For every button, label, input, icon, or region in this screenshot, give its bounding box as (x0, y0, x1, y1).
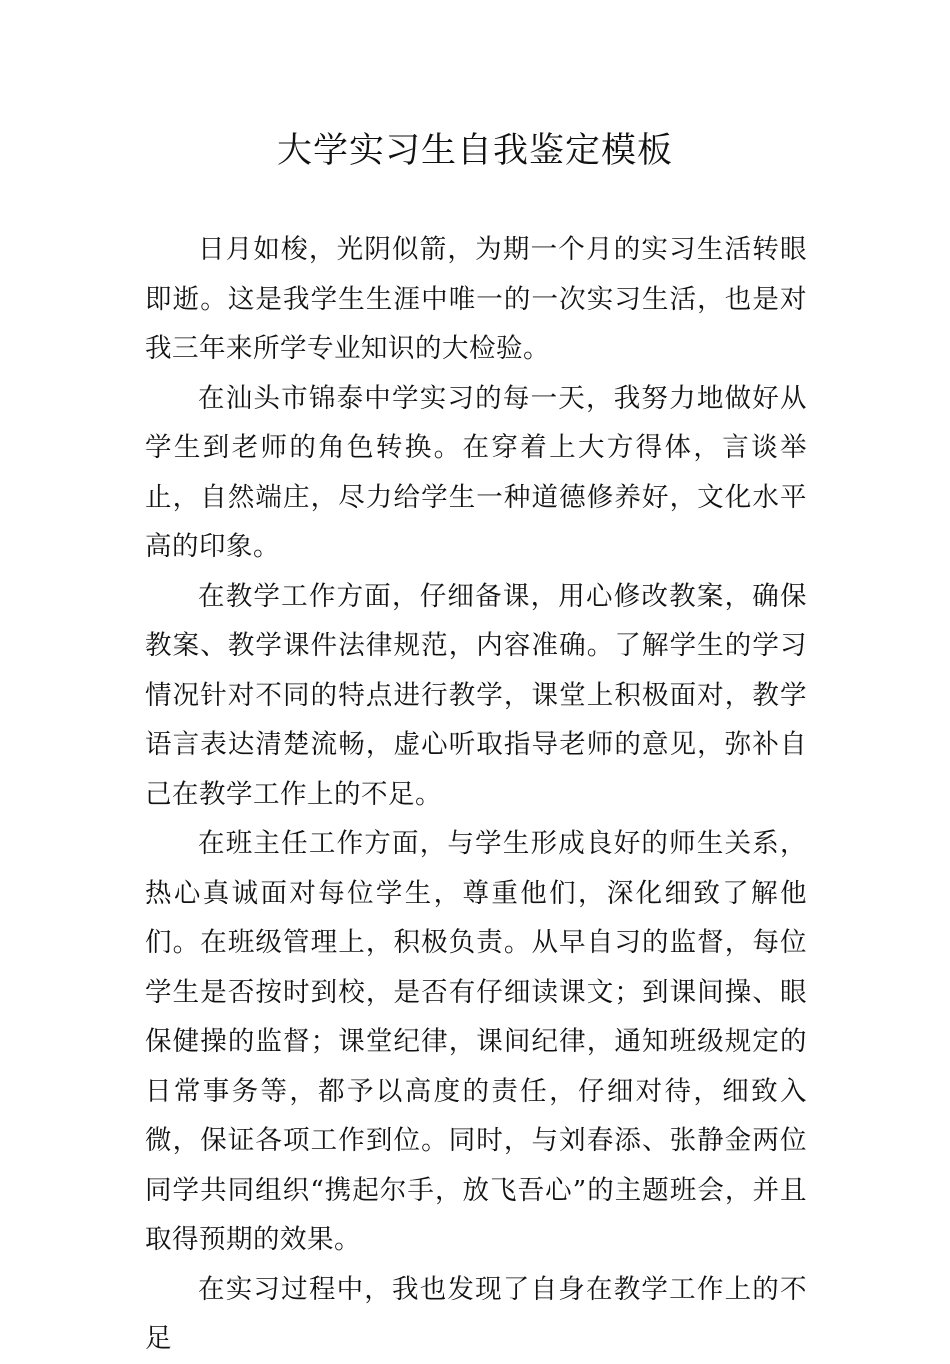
paragraph-3: 在教学工作方面，仔细备课，用心修改教案，确保教案、教学课件法律规范，内容准确。了解学生的学习情况针对不同的特点进行教学，课堂上积极面对，教学语言表达清楚流畅，虚心听取指导老师的意见，弥补自己在教学工作上的不足。 (145, 580, 807, 810)
paragraph-2: 在汕头市锦泰中学实习的每一天，我努力地做好从学生到老师的角色转换。在穿着上大方得体，言谈举止，自然端庄，尽力给学生一种道德修养好，文化水平高的印象。 (145, 382, 807, 562)
paragraph-4: 在班主任工作方面，与学生形成良好的师生关系，热心真诚面对每位学生，尊重他们，深化细致了解他们。在班级管理上，积极负责。从早自习的监督，每位学生是否按时到校，是否有仔细读课文；到课间操、眼保健操的监督；课堂纪律，课间纪律，通知班级规定的日常事务等，都予以高度的责任，仔细对待，细致入微，保证各项工作到位。同时，与刘春添、张静金两位同学共同组织“携起尔手，放飞吾心”的主题班会，并且取得预期的效果。 (145, 828, 807, 1255)
paragraph-1: 日月如梭，光阴似箭，为期一个月的实习生活转眼即逝。这是我学生生涯中唯一的一次实习生活，也是对我三年来所学专业知识的大检验。 (145, 234, 807, 364)
document-body (145, 225, 807, 1364)
document-title: 大学实习生自我鉴定模板 (276, 131, 673, 171)
paragraph-5: 在实习过程中，我也发现了自身在教学工作上的不足 (145, 1273, 807, 1354)
